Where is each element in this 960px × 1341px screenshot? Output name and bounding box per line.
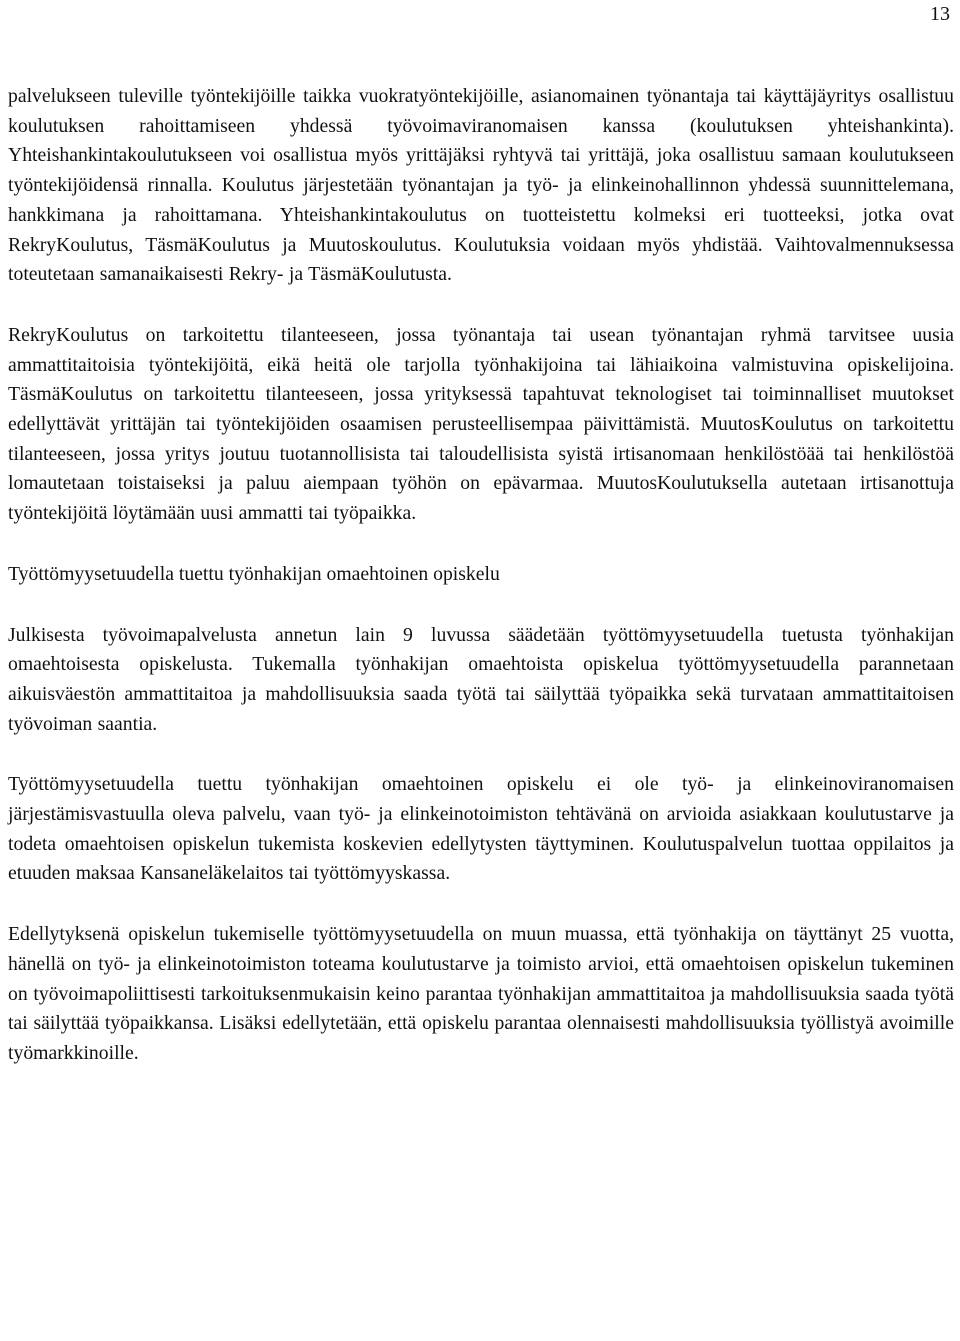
paragraph-gap <box>8 739 954 770</box>
section-heading: Työttömyysetuudella tuettu työnhakijan omaehtoinen opiskelu <box>8 562 500 585</box>
paragraph-gap <box>8 590 954 621</box>
paragraph-jarjestamisvastuu: Työttömyysetuudella tuettu työnhakijan omaehtoinen opiskelu ei ole työ- ja elinkeinoviranomaisen järjestämisvastuulla oleva palvelu, vaan työ- ja elinkeinotoimiston tehtävänä on arvioida asiakkaan koulutustarve ja todeta omaehtoisen opiskelun tukemista koskevien edellytysten täyttyminen. Koulutuspalvelun tuottaa oppilaitos ja etuuden maksaa Kansaneläkelaitos tai työttömyyskassa. <box>8 773 954 885</box>
page-number: 13 <box>930 3 950 25</box>
paragraph-gap <box>8 889 954 920</box>
paragraph-gap <box>8 529 954 560</box>
paragraph-edellytykset: Edellytyksenä opiskelun tukemiselle työttömyysetuudella on muun muassa, että työnhakija on täyttänyt 25 vuotta, hänellä on työ- ja elinkeinotoimiston toteama koulutustarve ja toimisto arvioi, että omaehtoisen opiskelun tukeminen on työvoimapoliittisesti tarkoituksenmukaisin keino parantaa työnhakijan ammattitaitoa ja mahdollisuuksia saada työtä tai säilyttää työpaikkansa. Lisäksi edellytetään, että opiskelu parantaa olennaisesti mahdollisuuksia työllistyä avoimille työmarkkinoille. <box>8 923 954 1064</box>
paragraph-rekrykoulutus: RekryKoulutus on tarkoitettu tilanteeseen, jossa työnantaja tai usean työnantajan ryhmä tarvitsee uusia ammattitaitoisia työntekijöitä, eikä heitä ole tarjolla työnhakijoina tai lähiaikoina valmistuvina opiskelijoina. TäsmäKoulutus on tarkoitettu tilanteeseen, jossa yrityksessä tapahtuvat teknologiset tai toiminnalliset muutokset edellyttävät yrittäjän tai työntekijöiden osaamisen perusteellisempaa päivittämistä. MuutosKoulutus on tarkoitettu tilanteeseen, jossa yritys joutuu tuotannollisista tai taloudellisista syistä irtisanomaan henkilöstöää tai henkilöstöä lomautetaan toistaiseksi ja paluu aiempaan työhön on epävarmaa. MuutosKoulutuksella autetaan irtisanottuja työntekijöitä löytämään uusi ammatti tai työpaikka. <box>8 323 954 525</box>
paragraph-yhteishankinta: palvelukseen tuleville työntekijöille taikka vuokratyöntekijöille, asianomainen työnantaja tai käyttäjäyritys osallistuu koulutuksen rahoittamiseen yhdessä työvoimaviranomaisen kanssa (koulutuksen yhteishankinta). Yhteishankintakoulutukseen voi osallistua myös yrittäjäksi ryhtyvä tai yrittäjä, joka osallistuu samaan koulutukseen työntekijöidensä rinnalla. Koulutus järjestetään työnantajan ja työ- ja elinkeinohallinnon yhdessä suunnittelemana, hankkimana ja rahoittamana. Yhteishankintakoulutus on tuotteistettu kolmeksi eri tuotteeksi, jotka ovat RekryKoulutus, TäsmäKoulutus ja Muutoskoulutus. Koulutuksia voidaan myös yhdistää. Vaihtovalmennuksessa toteutetaan samanaikaisesti Rekry- ja TäsmäKoulutusta. <box>8 85 954 286</box>
document-body <box>8 82 954 1069</box>
paragraph-gap <box>8 290 954 321</box>
paragraph-omaehtoinen-opiskelu: Julkisesta työvoimapalvelusta annetun lain 9 luvussa säädetään työttömyysetuudella tuetusta työnhakijan omaehtoisesta opiskelusta. Tukemalla työnhakijan omaehtoista opiskelua työttömyysetuudella parannetaan aikuisväestön ammattitaitoa ja mahdollisuuksia saada työtä tai säilyttää työpaikka sekä turvataan ammattitaitoisen työvoiman saantia. <box>8 623 954 735</box>
